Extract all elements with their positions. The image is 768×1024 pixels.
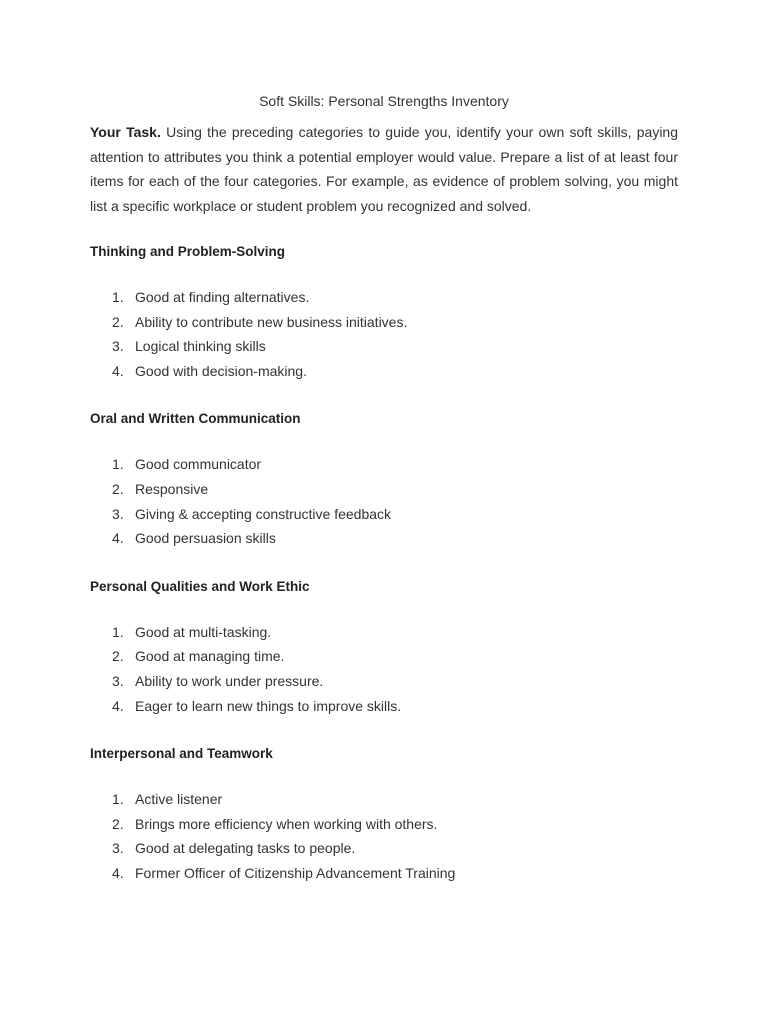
intro-lead: Your Task. xyxy=(90,124,161,140)
list-number: 1. xyxy=(112,791,124,808)
list-item-text: Active listener xyxy=(135,791,223,808)
list-number: 4. xyxy=(112,362,124,379)
list-item xyxy=(90,694,678,719)
list-item xyxy=(90,620,678,645)
list-item xyxy=(90,787,678,812)
section-list-thinking xyxy=(90,285,678,383)
list-item xyxy=(90,526,678,551)
intro-text: Using the preceding categories to guide you, identify your own soft skills, paying attention to attributes you think a potential employer would value. Prepare a list of at least four items for each of the four categories. For example, as evidence of problem solving, you might list a specific workplace or student problem you recognized and solved. xyxy=(90,124,678,214)
list-item xyxy=(90,812,678,837)
list-item-text: Good at delegating tasks to people. xyxy=(135,840,356,857)
list-item-text: Good persuasion skills xyxy=(135,530,276,547)
list-number: 4. xyxy=(112,697,124,714)
list-number: 2. xyxy=(112,313,124,330)
list-item xyxy=(90,502,678,527)
list-item-text: Eager to learn new things to improve skills. xyxy=(135,697,402,714)
list-item-text: Ability to work under pressure. xyxy=(135,672,324,689)
section-heading-personal-qualities: Personal Qualities and Work Ethic xyxy=(90,578,310,594)
list-item-text: Good communicator xyxy=(135,456,262,473)
list-number: 3. xyxy=(112,840,124,857)
list-item xyxy=(90,477,678,502)
list-number: 2. xyxy=(112,815,124,832)
list-number: 3. xyxy=(112,672,124,689)
list-item-text: Good at finding alternatives. xyxy=(135,289,310,305)
list-item-text: Responsive xyxy=(135,480,209,497)
list-number: 2. xyxy=(112,480,124,497)
list-item xyxy=(90,334,678,359)
list-item xyxy=(90,285,678,310)
list-item-text: Good at managing time. xyxy=(135,648,285,665)
list-item xyxy=(90,452,678,477)
section-heading-communication: Oral and Written Communication xyxy=(90,411,301,427)
document-title: Soft Skills: Personal Strengths Inventory xyxy=(259,93,509,109)
list-item-text: Giving & accepting constructive feedback xyxy=(135,505,392,522)
list-item xyxy=(90,310,678,335)
list-item-text: Good at multi-tasking. xyxy=(135,623,272,640)
list-item-text: Brings more efficiency when working with others. xyxy=(135,815,438,832)
section-list-teamwork xyxy=(90,787,678,885)
list-item xyxy=(90,836,678,861)
section-heading-teamwork: Interpersonal and Teamwork xyxy=(90,746,273,762)
list-item xyxy=(90,861,678,886)
list-item xyxy=(90,644,678,669)
list-item xyxy=(90,359,678,384)
list-number: 3. xyxy=(112,505,124,522)
list-item-text: Former Officer of Citizenship Advancement Training xyxy=(135,864,456,881)
list-item-text: Ability to contribute new business initiatives. xyxy=(135,313,408,330)
list-item xyxy=(90,669,678,694)
intro-paragraph xyxy=(90,120,678,218)
list-number: 3. xyxy=(112,338,124,355)
list-number: 4. xyxy=(112,530,124,547)
list-item-text: Logical thinking skills xyxy=(135,338,266,355)
list-number: 1. xyxy=(112,623,124,640)
list-number: 2. xyxy=(112,648,124,665)
section-heading-thinking: Thinking and Problem-Solving xyxy=(90,244,286,259)
list-number: 4. xyxy=(112,864,124,881)
list-number: 1. xyxy=(112,289,124,305)
section-list-personal-qualities xyxy=(90,620,678,718)
list-item-text: Good with decision-making. xyxy=(135,362,307,379)
list-number: 1. xyxy=(112,456,124,473)
section-list-communication xyxy=(90,452,678,550)
